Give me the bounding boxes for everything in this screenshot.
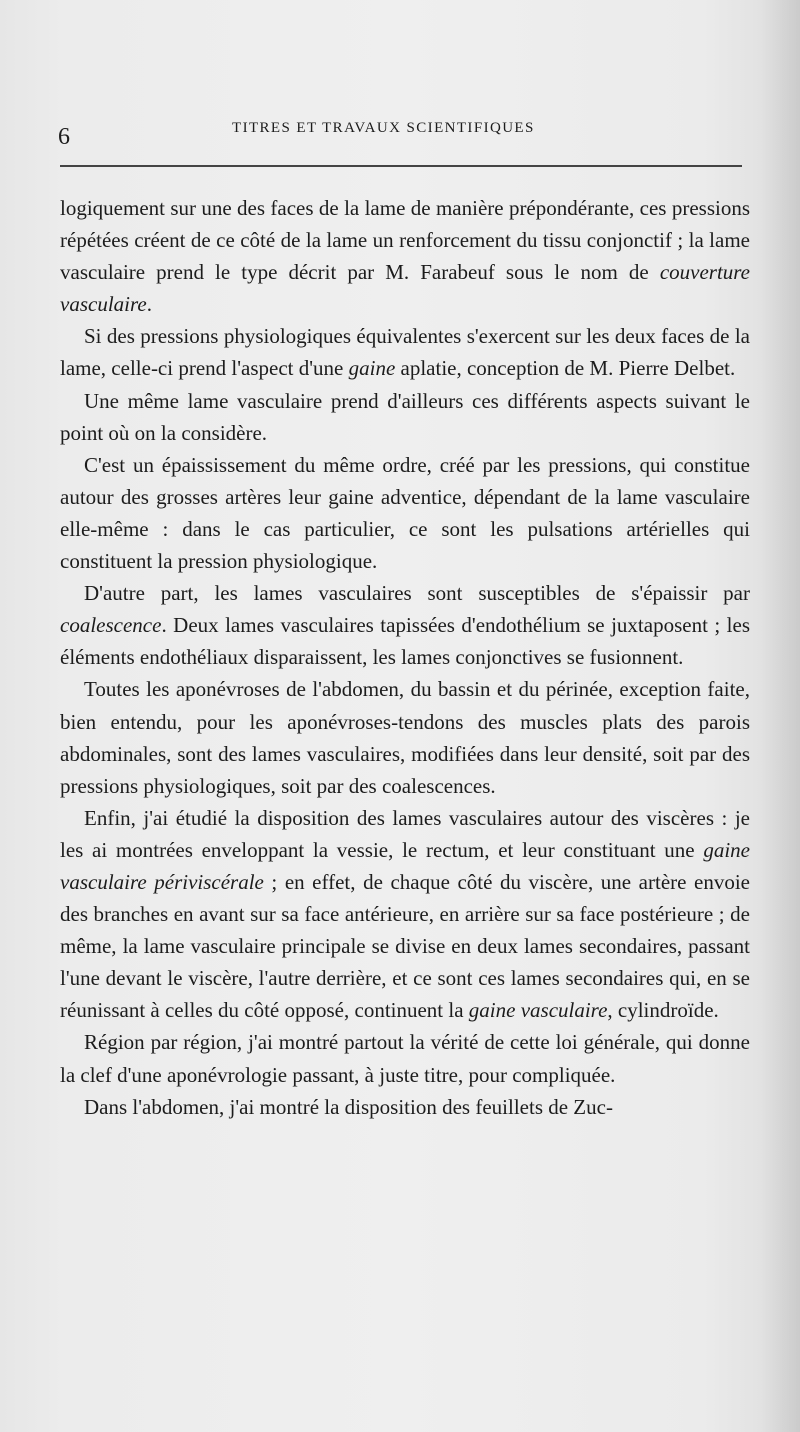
italic-term: gaine [348, 356, 396, 381]
page-number: 6 [58, 124, 70, 150]
italic-term: gaine vasculaire périviscérale [60, 837, 750, 894]
paragraph: Région par région, j'ai montré partout la vérité de cette loi générale, qui donne la clef d'une aponévrologie passant, à juste titre, pour compliquée. [60, 1030, 750, 1087]
paragraph: C'est un épaississement du même ordre, créé par les pressions, qui constitue autour des grosses artères leur gaine adventice, dépendant de la lame vasculaire elle-même : dans le cas particulier, ce sont les pulsations artérielles qui constituent la pression physiologique. [60, 452, 750, 574]
body-text [60, 192, 750, 1123]
paragraph: Toutes les aponévroses de l'abdomen, du bassin et du périnée, exception faite, bien entendu, pour les aponévroses-tendons des muscles plats des parois abdominales, sont des lames vasculaires, modifiées dans leur densité, soit par des pressions physiologiques, soit par des coalescences. [60, 677, 750, 798]
paragraph: Une même lame vasculaire prend d'ailleurs ces différents aspects suivant le point où on la considère. [60, 388, 750, 445]
paragraph: Dans l'abdomen, j'ai montré la disposition des feuillets de Zuc- [84, 1094, 613, 1119]
paragraph: Si des pressions physiologiques équivalentes s'exercent sur les deux faces de la lame, celle-ci prend l'aspect d'une gaine aplatie, conception de M. Pierre Delbet. [60, 324, 750, 381]
page-edge-shadow [760, 0, 800, 1432]
paragraph: Enfin, j'ai étudié la disposition des lames vasculaires autour des viscères : je les ai montrées enveloppant la vessie, le rectum, et leur constituant une gaine vasculaire périviscérale ; en effet, de chaque côté du viscère, une artère envoie des branches en avant sur sa face antérieure, en arrière sur sa face postérieure ; de même, la lame vasculaire principale se divise en deux lames secondaires, passant l'une devant le viscère, l'autre derrière, et ce sont ces lames secondaires qui, en se réunissant à celles du côté opposé, continuent la gaine vasculaire, cylindroïde. [60, 805, 750, 1023]
italic-term: gaine vasculaire [468, 998, 608, 1023]
italic-term: couverture vasculaire [60, 260, 750, 317]
paragraph: logiquement sur une des faces de la lame de manière prépondérante, ces pressions répétées créent de ce côté de la lame un renforcement du tissu conjonctif ; la lame vasculaire prend le type décrit par M. Farabeuf sous le nom de couverture vasculaire. [60, 196, 750, 317]
running-title: TITRES ET TRAVAUX SCIENTIFIQUES [232, 120, 535, 136]
italic-term: coalescence [60, 613, 162, 638]
header-rule [60, 165, 742, 167]
paragraph: D'autre part, les lames vasculaires sont susceptibles de s'épaissir par coalescence. Deux lames vasculaires tapissées d'endothélium se juxtaposent ; les éléments endothéliaux disparaissent, les lames conjonctives se fusionnent. [60, 581, 750, 670]
